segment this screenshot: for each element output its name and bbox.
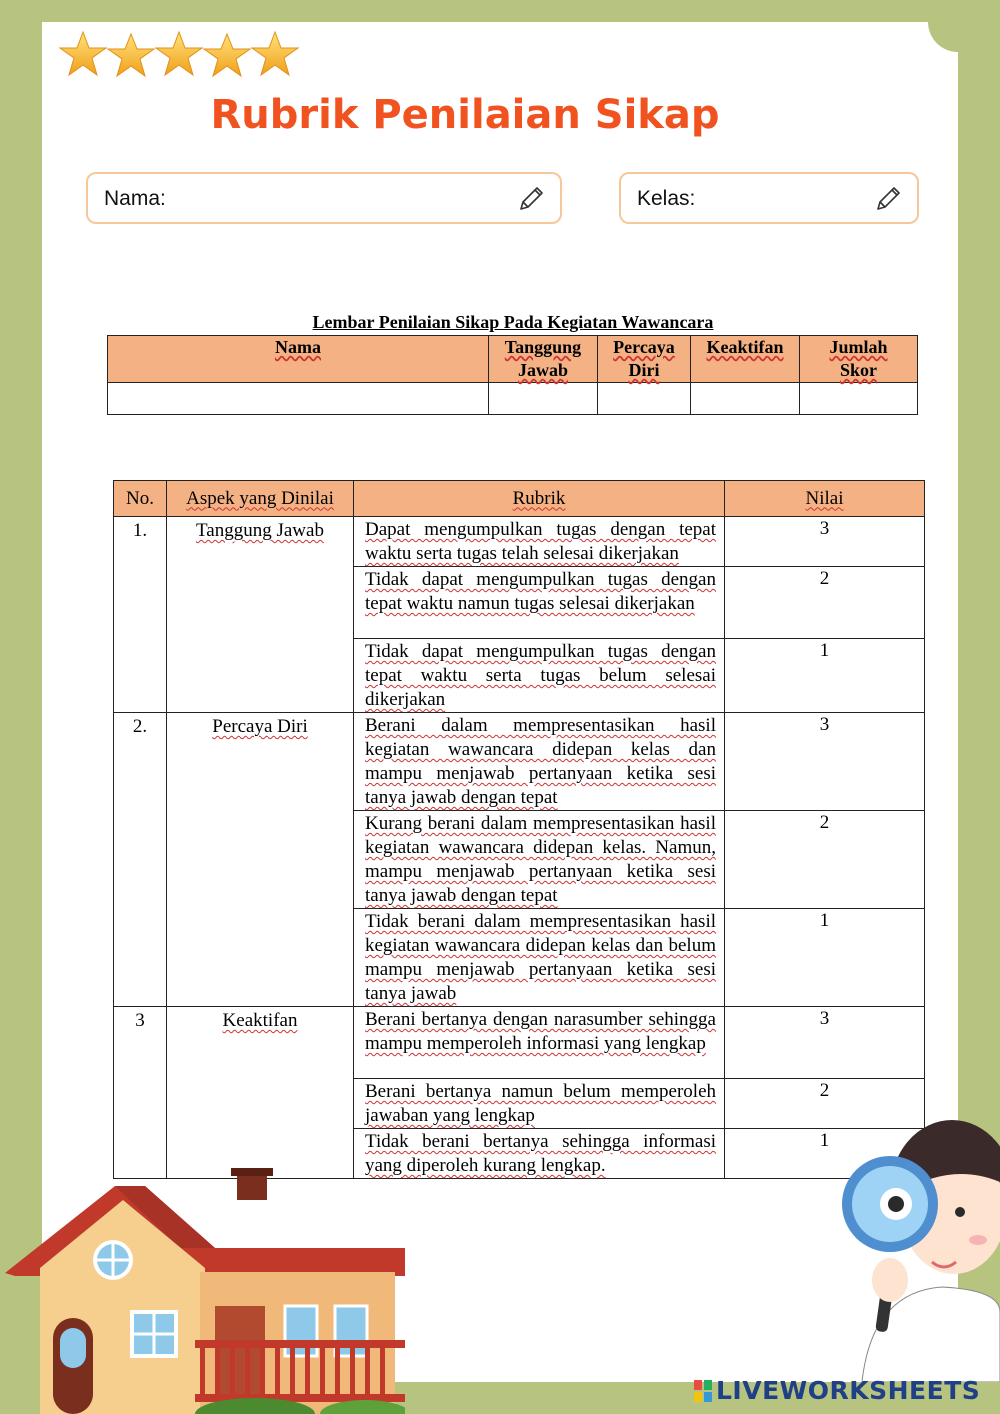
- cell-jumlah-skor[interactable]: [800, 383, 918, 415]
- score-table-input-row: [108, 383, 918, 415]
- header-jumlah-line2: Skor: [839, 360, 877, 380]
- score-table-caption: Lembar Penilaian Sikap Pada Kegiatan Wawancara: [312, 312, 714, 332]
- rubric-description: Tidak berani dalam mempresentasikan hasil kegiatan wawancara didepan kelas dan belum mampu menjawab pertanyaan ketika sesi tanya jawab: [365, 911, 716, 1004]
- kelas-input[interactable]: [707, 182, 871, 218]
- page-title: Rubrik Penilaian Sikap: [210, 92, 720, 138]
- star-icon: [108, 34, 154, 76]
- score-cell: 1: [725, 1129, 925, 1179]
- cell-tanggung-jawab[interactable]: [489, 383, 598, 415]
- score-cell: 3: [725, 517, 925, 567]
- header-rubrik-text: Rubrik: [512, 487, 566, 509]
- rubric-text: [354, 517, 725, 567]
- aspect-text: Keaktifan: [222, 1010, 298, 1031]
- header-percaya-line2: Diri: [628, 360, 660, 380]
- rubric-text: [354, 1007, 725, 1079]
- pencil-icon: [516, 184, 546, 214]
- aspect-cell: [167, 1007, 354, 1179]
- header-aspek: [167, 481, 354, 517]
- kelas-label: Kelas:: [637, 187, 696, 210]
- rubric-text: [354, 713, 725, 811]
- header-jumlah-line1: Jumlah: [829, 337, 888, 357]
- rubric-description: Tidak dapat mengumpulkan tugas dengan tepat waktu serta tugas belum selesai dikerjakan: [365, 641, 716, 710]
- house-illustration: [5, 1168, 405, 1414]
- rubric-text: [354, 811, 725, 909]
- score-cell: 3: [725, 713, 925, 811]
- liveworksheets-logo-icon: [694, 1380, 712, 1402]
- header-no-text: No.: [126, 487, 154, 509]
- rubric-description: Dapat mengumpulkan tugas dengan tepat waktu serta tugas telah selesai dikerjakan: [365, 519, 716, 564]
- aspect-text: Percaya Diri: [212, 716, 308, 737]
- score-cell: 2: [725, 567, 925, 639]
- rubric-table: [113, 480, 925, 1179]
- header-no: [114, 481, 167, 517]
- rubric-row: [114, 713, 925, 811]
- rubric-text: [354, 909, 725, 1007]
- star-icon: [252, 32, 298, 75]
- score-cell: 2: [725, 811, 925, 909]
- rubric-description: Tidak berani bertanya sehingga informasi yang diperoleh kurang lengkap.: [365, 1131, 716, 1176]
- header-rubrik: [354, 481, 725, 517]
- cell-nama[interactable]: [108, 383, 489, 415]
- rubric-header-row: [114, 481, 925, 517]
- aspect-cell: [167, 713, 354, 1007]
- header-tanggung-line2: Jawab: [517, 360, 568, 380]
- girl-magnifier-illustration: [832, 1112, 1000, 1382]
- header-jumlah-skor: [800, 336, 918, 383]
- score-table: [107, 335, 918, 415]
- header-keaktifan: Keaktifan: [691, 336, 800, 383]
- star-icon: [204, 34, 250, 76]
- rubric-text: [354, 639, 725, 713]
- cell-percaya-diri[interactable]: [598, 383, 691, 415]
- rubric-description: Berani bertanya namun belum memperoleh jawaban yang lengkap: [365, 1081, 716, 1126]
- rubric-description: Berani bertanya dengan narasumber sehingga mampu memperoleh informasi yang lengkap: [365, 1009, 716, 1054]
- row-number: 2.: [114, 713, 167, 1007]
- rubric-description: Tidak dapat mengumpulkan tugas dengan tepat waktu namun tugas selesai dikerjakan: [365, 569, 716, 614]
- header-aspek-text: Aspek yang Dinilai: [186, 487, 334, 509]
- header-percaya-diri: [598, 336, 691, 383]
- header-nilai: [725, 481, 925, 517]
- score-cell: 3: [725, 1007, 925, 1079]
- header-tanggung-jawab: [489, 336, 598, 383]
- rubric-text: [354, 567, 725, 639]
- pencil-icon: [873, 184, 903, 214]
- brand-logo: [694, 1376, 980, 1405]
- score-cell: 1: [725, 909, 925, 1007]
- row-number: 3: [114, 1007, 167, 1179]
- header-tanggung-line1: Tanggung: [504, 337, 582, 357]
- rubric-text: [354, 1129, 725, 1179]
- header-nama: Nama: [108, 336, 489, 383]
- rubric-text: [354, 1079, 725, 1129]
- nama-field[interactable]: [86, 172, 562, 224]
- score-cell: 2: [725, 1079, 925, 1129]
- rubric-description: Berani dalam mempresentasikan hasil kegiatan wawancara didepan kelas dan mampu menjawab pertanyaan ketika sesi tanya jawab dengan tepat: [365, 715, 716, 808]
- rubric-row: [114, 1007, 925, 1079]
- stars-decoration: [58, 30, 308, 80]
- nama-input[interactable]: [178, 182, 512, 218]
- score-table-header-row: [108, 336, 918, 383]
- aspect-text: Tanggung Jawab: [196, 520, 324, 541]
- header-nilai-text: Nilai: [805, 487, 844, 509]
- rubric-row: [114, 517, 925, 567]
- rubric-description: Kurang berani dalam mempresentasikan hasil kegiatan wawancara didepan kelas. Namun, mampu menjawab pertanyaan ketika sesi tanya jawab dengan tepat: [365, 813, 716, 906]
- aspect-cell: [167, 517, 354, 713]
- score-cell: 1: [725, 639, 925, 713]
- kelas-field[interactable]: [619, 172, 919, 224]
- row-number: 1.: [114, 517, 167, 713]
- star-icon: [60, 32, 106, 75]
- nama-label: Nama:: [104, 187, 166, 210]
- star-icon: [156, 32, 202, 75]
- header-percaya-line1: Percaya: [613, 337, 675, 357]
- cell-keaktifan[interactable]: [691, 383, 800, 415]
- brand-text: LIVEWORKSHEETS: [716, 1376, 981, 1405]
